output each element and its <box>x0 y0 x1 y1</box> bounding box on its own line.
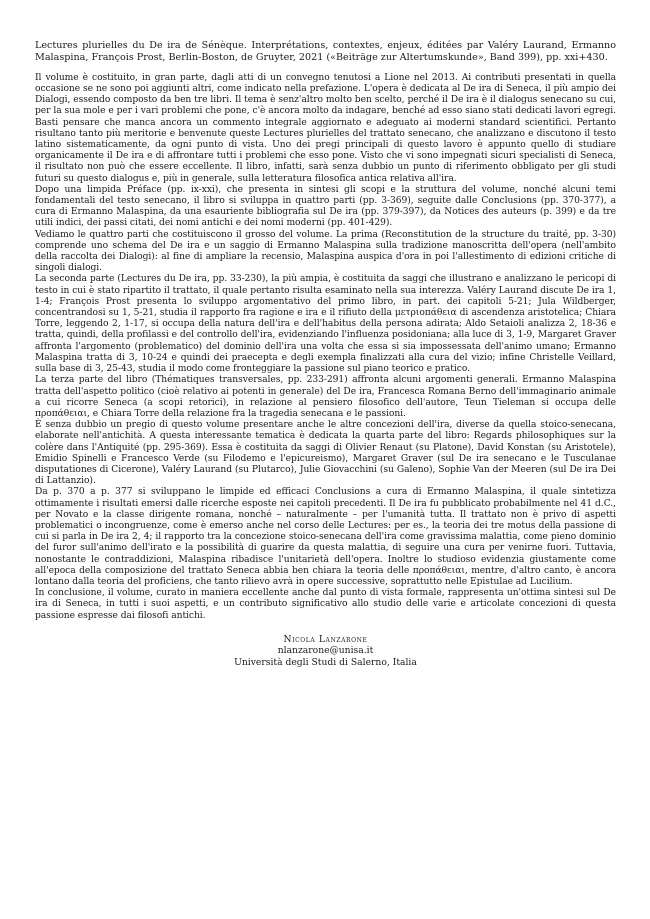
review-body <box>35 73 616 622</box>
reviewer-signature <box>35 634 616 669</box>
reviewer-affiliation: Università degli Studi di Salerno, Italia <box>234 656 417 668</box>
paragraph-part-three: La terza parte del libro (Thématiques transversales, pp. 233-291) affronta alcuni argomenti generali. Ermanno Malaspina tratta dell'aspetto politico (cioè relativo ai potenti in generale) del De ira, Francesca Romana Berno dell'immaginario animale a cui ricorre Seneca (a scopi retorici), in relazione al pensiero filosofico dell'autore, Teun Tieleman si occupa delle προπάθειαι, e Chiara Torre della relazione fra la tragedia senecana e le passioni. <box>35 375 616 419</box>
paragraph-part-two: La seconda parte (Lectures du De ira, pp. 33-230), la più ampia, è costituita da saggi che illustrano e analizzano le pericopi di testo in cui è stato ripartito il trattato, il quale pertanto risulta esaminato nella sua interezza. Valéry Laurand discute De ira 1, 1-4; François Prost presenta lo sviluppo argomentativo del primo libro, in part. dei capitoli 5-21; Jula Wildberger, concentrandosi su 1, 5-21, studia il rapporto fra ragione e ira e il rifiuto della μετριοπάθεια di ascendenza aristotelica; Chiara Torre, leggendo 2, 1-17, si occupa della natura dell'ira e dell'habitus della persona adirata; Aldo Setaioli analizza 2, 18-36 e tratta, quindi, della profilassi e del controllo dell'ira, evidenziando l'influenza posidoniana; alla luce di 3, 1-9, Margaret Graver affronta l'argomento (problematico) del dominio dell'ira una volta che essa si sia impossessata dell'animo umano; Ermanno Malaspina tratta di 3, 10-24 e quindi dei praecepta e degli exempla finalizzati alla cura del vizio; infine Christelle Veillard, sulla base di 3, 25-43, studia il modo come fronteggiare la passione sul piano teorico e pratico. <box>35 274 616 375</box>
reviewer-email: nlanzarone@unisa.it <box>277 645 374 657</box>
paragraph-intro: Il volume è costituito, in gran parte, dagli atti di un convegno tenutosi a Lione nel 2013. Ai contributi presentati in quella occasione se ne sono poi aggiunti altri, come indicato nella prefazione. L'opera è dedicata al De ira di Seneca, il più ampio dei Dialogi, essendo composto da ben tre libri. Il tema è senz'altro molto ben scelto, perché il De ira è il dialogus senecano su cui, per la sua mole e per i vari problemi che pone, c'è ancora molto da indagare, benché ad esso siano stati dedicati lavori egregi. Basti pensare che manca ancora un commento integrale aggiornato e adeguato ai moderni standard scientifici. Pertanto risultano tanto più meritorie e benvenute queste Lectures plurielles del trattato senecano, che analizzano e discutono il testo latino sistematicamente, da ogni punto di vista. Uno dei pregi principali di questo lavoro è appunto quello di studiare organicamente il De ira e di affrontare tutti i problemi che esso pone. Visto che vi sono impegnati sicuri specialisti di Seneca, il risultato non può che essere eccellente. Il libro, infatti, sarà senza dubbio un punto di riferimento obbligato per gli studi futuri su questo dialogus e, più in generale, sulla letteratura filosofica antica relativa all'ira. <box>35 72 616 184</box>
paragraph-part-four: È senza dubbio un pregio di questo volume presentare anche le altre concezioni dell'ira, diverse da quella stoico-senecana, elaborate nell'antichità. A questa interessante tematica è dedicata la quarta parte del libro: Regards philosophiques sur la colère dans l'Antiquité (pp. 295-369). Essa è costituita da saggi di Olivier Renaut (su Platone), David Konstan (su Aristotele), Emidio Spinelli e Francesco Verde (su Filodemo e l'epicureismo), Margaret Graver (sul De ira senecano e le Tusculanae disputationes di Cicerone), Valéry Laurand (su Plutarco), Julie Giovacchini (su Galeno), Sophie Van der Meeren (sul De ira Dei di Lattanzio). <box>35 420 616 487</box>
paragraph-structure: Dopo una limpida Préface (pp. ix-xxi), che presenta in sintesi gli scopi e la struttura del volume, nonché alcuni temi fondamentali del testo senecano, il libro si sviluppa in quattro parti (pp. 3-369), seguite dalle Conclusions (pp. 370-377), a cura di Ermanno Malaspina, da una esauriente bibliografia sul De ira (pp. 379-397), da Notices des auteurs (p. 399) e da tre utili indici, dei passi citati, dei nomi antichi e dei nomi moderni (pp. 401-429). <box>35 184 616 229</box>
paragraph-final: In conclusione, il volume, curato in maniera eccellente anche dal punto di vista formale, rappresenta un'ottima sintesi sul De ira di Seneca, in tutti i suoi aspetti, e un contributo significativo allo studio delle varie e articolate concezioni di questa passione espresse dai filosofi antichi. <box>35 588 616 621</box>
paragraph-part-one: Vediamo le quattro parti che costituiscono il grosso del volume. La prima (Reconstitution de la structure du traité, pp. 3-30) comprende uno schema del De ira e un saggio di Ermanno Malaspina sulla tradizione manoscritta dell'opera (nell'ambito della raccolta dei Dialogi): al fine di ampliare la recensio, Malaspina auspica d'ora in poi l'allestimento di edizioni critiche di singoli dialogi. <box>35 229 616 274</box>
paragraph-conclusions: Da p. 370 a p. 377 si sviluppano le limpide ed efficaci Conclusions a cura di Ermanno Malaspina, il quale sintetizza ottimamente i risultati emersi dalle ricerche esposte nei capitoli precedenti. Il De ira fu pubblicato probabilmente nel 41 d.C., per Novato e la classe dirigente romana, nonché – naturalmente – per l'umanità tutta. Il trattato non è privo di aspetti problematici o incongruenze, come è emerso anche nel corso delle Lectures: per es., la teoria dei tre motus della passione di cui si parla in De ira 2, 4; il rapporto tra la concezione stoico-senecana dell'ira come gravissima malattia, come pieno dominio del furor sull'animo dell'irato e la possibilità di guarire da questa malattia, di seguire una cura per venirne fuori. Tuttavia, nonostante le contraddizioni, Malaspina ribadisce l'unitarietà dell'opera. Inoltre lo studioso evidenzia giustamente come all'epoca della composizione del trattato Seneca abbia ben chiara la teoria delle προπάθειαι, mentre, d'altro canto, è ancora lontano dalla teoria del proficiens, che tanto rilievo avrà in opere successive, soprattutto nelle Epistulae ad Lucilium. <box>35 487 616 587</box>
reviewer-name: Nicola Lanzarone <box>283 633 368 645</box>
book-reference-header: Lectures plurielles du De ira de Sénèque. Interprétations, contextes, enjeux, éditées par Valéry Laurand, Ermanno Malaspina, François Prost, Berlin-Boston, de Gruyter, 2021 («Beiträge zur Altertumskunde», Band 399), pp. xxi+430. <box>35 40 616 64</box>
